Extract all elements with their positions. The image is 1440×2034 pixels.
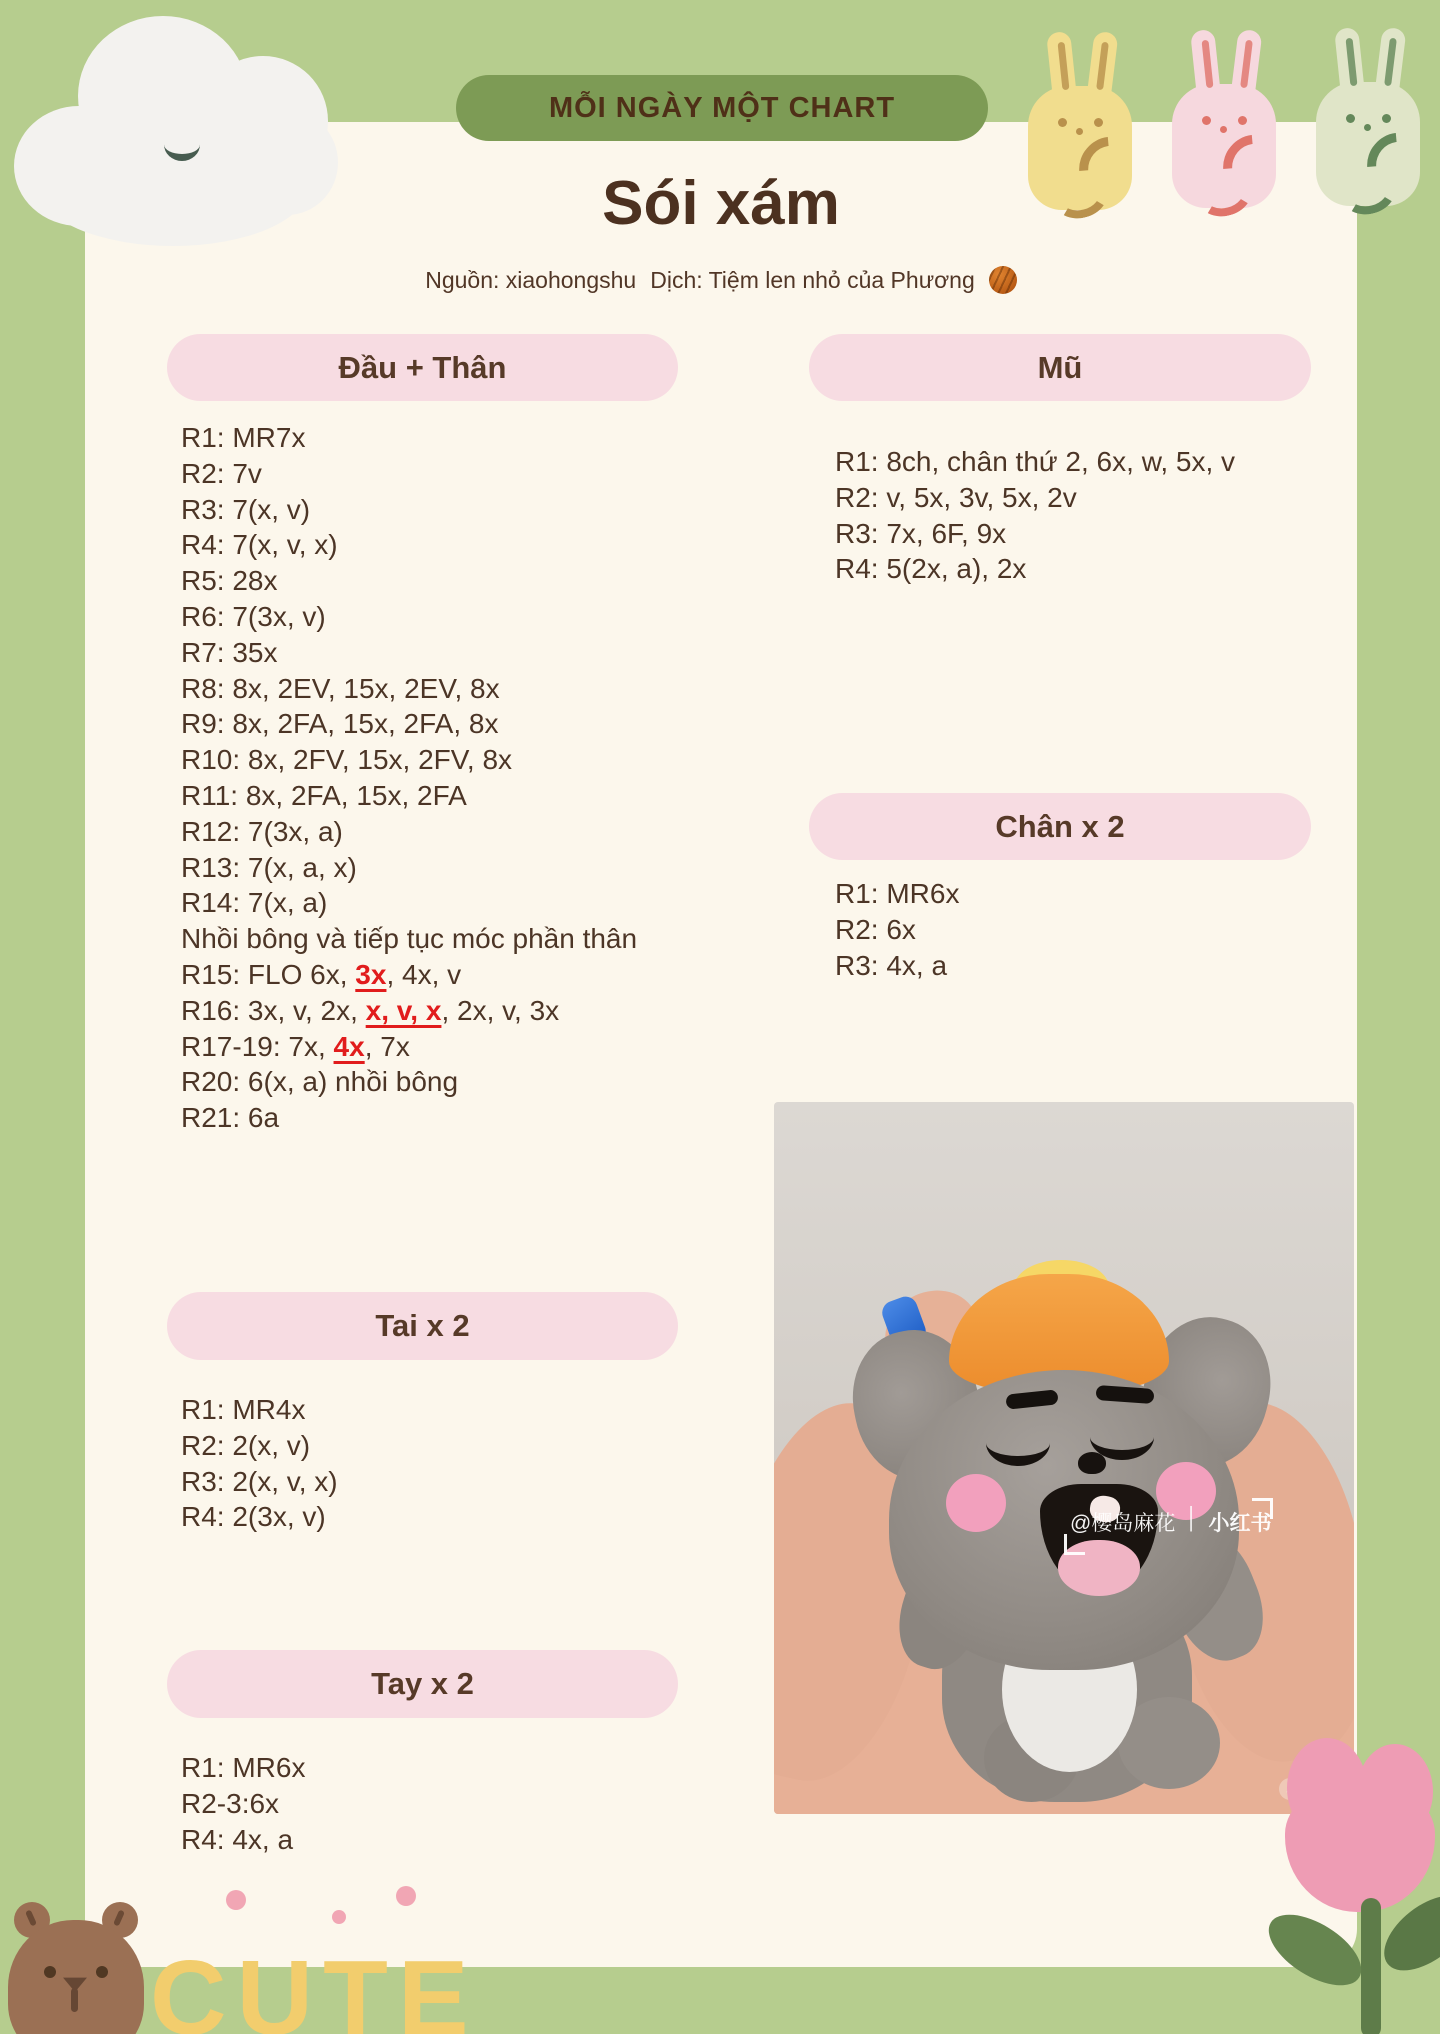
tulip-flower-icon bbox=[1285, 1782, 1435, 1912]
pattern-segment: R1: MR4x bbox=[181, 1394, 306, 1425]
watermark-divider: │ bbox=[1185, 1507, 1199, 1530]
pattern-segment: R6: 7(3x, v) bbox=[181, 600, 326, 632]
bear-decoration bbox=[8, 1902, 148, 2034]
pattern-row bbox=[181, 706, 761, 742]
pattern-row bbox=[181, 1064, 761, 1100]
section-header-hat bbox=[809, 334, 1311, 401]
page-title: Sói xám bbox=[602, 169, 840, 238]
pattern-segment: , 4x, v bbox=[386, 958, 462, 990]
pattern-segment: , 2x, v, 3x bbox=[441, 994, 560, 1026]
pink-dot bbox=[332, 1910, 346, 1924]
pattern-row bbox=[835, 516, 1335, 552]
pattern-segment: R17-19: 7x, bbox=[181, 1030, 334, 1062]
header-badge bbox=[456, 75, 988, 141]
pattern-row bbox=[181, 1029, 761, 1065]
section-header-head-body bbox=[167, 334, 678, 401]
pattern-segment: R2: 2(x, v) bbox=[181, 1429, 311, 1461]
pattern-row bbox=[181, 814, 761, 850]
cloud-cheek-icon bbox=[108, 143, 126, 159]
cloud-smile-icon bbox=[164, 128, 200, 161]
pattern-row bbox=[835, 876, 1335, 912]
pattern-segment: R20: 6(x, a) nhồi bông bbox=[181, 1066, 459, 1098]
section-header-legs bbox=[809, 793, 1311, 860]
pattern-row bbox=[181, 957, 761, 993]
pattern-row bbox=[181, 1464, 681, 1500]
pattern-segment: R3: 7x, 6F, 9x bbox=[835, 517, 1007, 549]
pattern-segment: R3: 4x, a bbox=[835, 949, 948, 981]
pattern-row bbox=[181, 420, 761, 456]
pattern-row bbox=[181, 635, 761, 671]
pink-dot bbox=[226, 1890, 246, 1910]
pattern-segment: , 7x bbox=[364, 1030, 410, 1062]
pattern-segment: R5: 28x bbox=[181, 565, 278, 597]
pattern-segment: R3: 7(x, v) bbox=[181, 493, 311, 525]
pattern-row bbox=[181, 885, 761, 921]
photo-watermark bbox=[1070, 1507, 1271, 1537]
pattern-row bbox=[835, 480, 1335, 516]
pattern-row bbox=[181, 671, 761, 707]
pattern-segment: R8: 8x, 2EV, 15x, 2EV, 8x bbox=[181, 672, 500, 704]
pattern-row bbox=[181, 599, 761, 635]
header-badge-label: MỖI NGÀY MỘT CHART bbox=[548, 91, 896, 124]
pattern-segment: R1: MR6x bbox=[835, 878, 960, 909]
section-header-arms bbox=[167, 1650, 678, 1718]
pattern-row bbox=[835, 912, 1335, 948]
pattern-segment: R4: 5(2x, a), 2x bbox=[835, 553, 1027, 585]
pattern-row bbox=[181, 921, 761, 957]
tulip-stem-icon bbox=[1361, 1898, 1381, 2034]
tulip-leaf-icon bbox=[1257, 1900, 1373, 1999]
section-header-ears bbox=[167, 1292, 678, 1360]
pattern-rows-hat bbox=[835, 444, 1335, 587]
pattern-segment: R14: 7(x, a) bbox=[181, 887, 328, 919]
section-title: Tai x 2 bbox=[375, 1308, 470, 1343]
pink-dot bbox=[396, 1886, 416, 1906]
section-title: Tay x 2 bbox=[371, 1666, 474, 1701]
pattern-segment: R4: 7(x, v, x) bbox=[181, 529, 338, 561]
cloud-cheek-icon bbox=[238, 147, 256, 163]
source-origin: Nguồn: xiaohongshu bbox=[425, 266, 637, 293]
pattern-segment: R2: 7v bbox=[181, 457, 262, 489]
pattern-segment: R10: 8x, 2FV, 15x, 2FV, 8x bbox=[181, 744, 513, 776]
cloud-eye-icon bbox=[133, 122, 146, 135]
pattern-segment: R12: 7(3x, a) bbox=[181, 815, 343, 847]
pattern-rows-arms bbox=[181, 1750, 681, 1857]
pattern-row bbox=[181, 1100, 761, 1136]
pattern-row bbox=[181, 563, 761, 599]
pattern-row bbox=[181, 850, 761, 886]
pattern-row bbox=[181, 742, 761, 778]
pattern-segment: Nhồi bông và tiếp tục móc phần thân bbox=[181, 923, 638, 955]
bear-snout-icon bbox=[71, 1988, 78, 2012]
pattern-segment: R15: FLO 6x, bbox=[181, 958, 356, 990]
wolf-eye-left bbox=[986, 1420, 1050, 1466]
source-line bbox=[85, 266, 1357, 294]
section-title: Chân x 2 bbox=[995, 808, 1125, 844]
pattern-row bbox=[181, 1499, 681, 1535]
pattern-rows-head-body bbox=[181, 420, 761, 1136]
cute-text: CUTE bbox=[150, 1939, 479, 2034]
pattern-segment: R1: MR7x bbox=[181, 422, 306, 453]
pattern-segment: R2: 6x bbox=[835, 913, 916, 945]
section-title: Đầu + Thân bbox=[338, 349, 507, 385]
pattern-segment-highlight: 4x bbox=[333, 1030, 365, 1062]
source-translator: Dịch: Tiệm len nhỏ của Phương bbox=[650, 266, 975, 293]
pattern-segment: R3: 2(x, v, x) bbox=[181, 1465, 338, 1497]
pattern-row bbox=[181, 1822, 681, 1858]
pattern-row bbox=[181, 1750, 681, 1786]
pattern-row bbox=[835, 948, 1335, 984]
pattern-row bbox=[181, 993, 761, 1029]
pattern-segment: R13: 7(x, a, x) bbox=[181, 851, 357, 883]
pattern-row bbox=[181, 492, 761, 528]
pattern-row bbox=[835, 551, 1335, 587]
pattern-row bbox=[181, 456, 761, 492]
pattern-segment: R4: 4x, a bbox=[181, 1823, 294, 1855]
pattern-segment: R1: MR6x bbox=[181, 1752, 306, 1783]
pattern-segment: R16: 3x, v, 2x, bbox=[181, 994, 366, 1026]
pattern-row bbox=[181, 527, 761, 563]
pattern-row bbox=[181, 778, 761, 814]
watermark-brand: 小红书 bbox=[1208, 1512, 1272, 1535]
pattern-segment: R4: 2(3x, v) bbox=[181, 1501, 326, 1533]
pattern-segment: R21: 6a bbox=[181, 1102, 280, 1134]
wolf-cheek-left bbox=[946, 1474, 1006, 1532]
pattern-segment-highlight: x, v, x bbox=[365, 994, 442, 1026]
bear-eye-icon bbox=[44, 1966, 56, 1978]
pattern-row bbox=[835, 444, 1335, 480]
pattern-segment: R2: v, 5x, 3v, 5x, 2v bbox=[835, 481, 1077, 513]
pattern-segment: R11: 8x, 2FA, 15x, 2FA bbox=[181, 779, 467, 811]
wolf-nose bbox=[1078, 1452, 1106, 1474]
pattern-row bbox=[181, 1428, 681, 1464]
yarn-ball-icon bbox=[989, 266, 1017, 294]
pattern-row bbox=[181, 1786, 681, 1822]
photo-crochet-wolf bbox=[774, 1102, 1354, 1814]
pattern-rows-ears bbox=[181, 1392, 681, 1535]
watermark-handle: @樱岛麻花 bbox=[1070, 1512, 1176, 1535]
section-title: Mũ bbox=[1037, 349, 1083, 385]
tulip-decoration bbox=[1245, 1738, 1440, 2034]
pattern-rows-legs bbox=[835, 876, 1335, 983]
pattern-segment: R2-3:6x bbox=[181, 1787, 280, 1819]
pattern-row bbox=[181, 1392, 681, 1428]
pattern-segment: R7: 35x bbox=[181, 636, 278, 668]
pattern-segment: R9: 8x, 2FA, 15x, 2FA, 8x bbox=[181, 708, 499, 740]
pattern-segment-highlight: 3x bbox=[355, 958, 387, 990]
pattern-segment: R1: 8ch, chân thứ 2, 6x, w, 5x, v bbox=[835, 446, 1236, 477]
cloud-eye-icon bbox=[217, 127, 230, 140]
bear-eye-icon bbox=[96, 1966, 108, 1978]
watermark-bracket-icon bbox=[1064, 1534, 1085, 1555]
